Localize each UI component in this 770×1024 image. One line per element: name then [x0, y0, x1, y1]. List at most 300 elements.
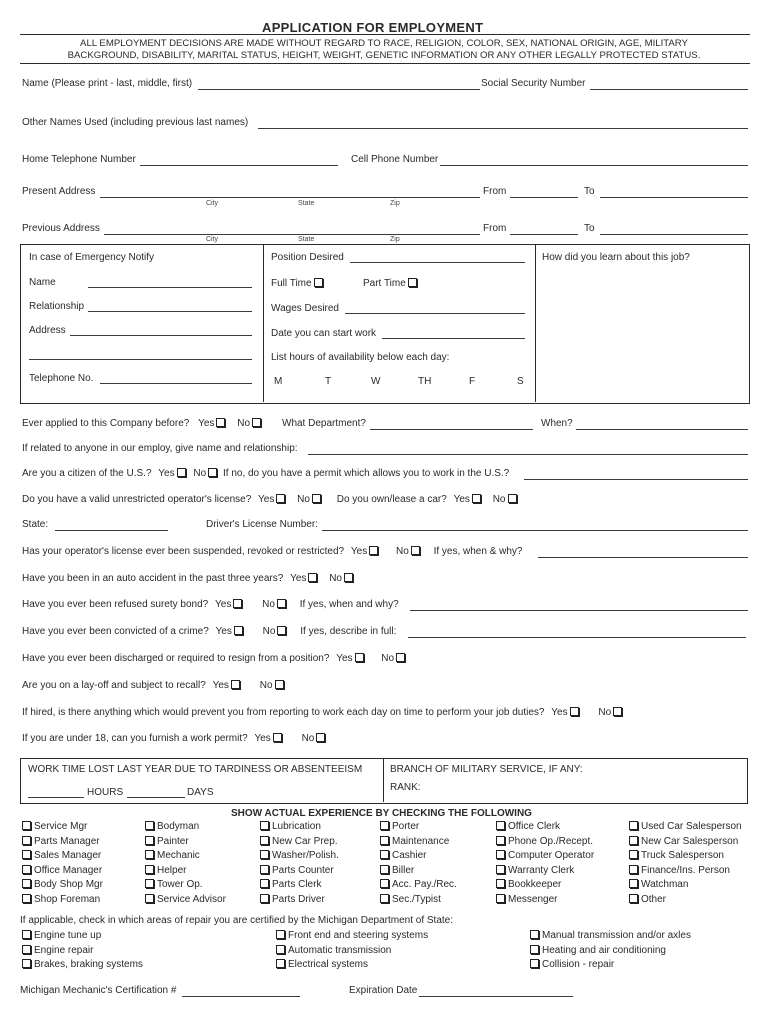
layoff-no-checkbox[interactable]: [275, 680, 284, 689]
experience-option[interactable]: [378, 836, 449, 848]
experience-checkbox[interactable]: [145, 850, 154, 859]
dl-number-field[interactable]: [322, 530, 748, 531]
under18-no-checkbox[interactable]: [316, 733, 325, 742]
certification-checkbox[interactable]: [276, 945, 285, 954]
experience-option-label: Warranty Clerk: [508, 864, 575, 876]
previous-state-caption: State: [298, 236, 315, 243]
under18-yes-checkbox[interactable]: [273, 733, 282, 742]
start-date-field[interactable]: [382, 338, 525, 339]
experience-option[interactable]: [258, 836, 338, 848]
cell-phone-field[interactable]: [440, 165, 748, 166]
experience-option[interactable]: [258, 865, 334, 877]
experience-option[interactable]: [258, 821, 321, 833]
certification-option-label: Automatic transmission: [288, 944, 392, 956]
military-label: BRANCH OF MILITARY SERVICE, IF ANY:: [390, 764, 583, 775]
dl-number-label: Driver's License Number:: [206, 519, 318, 530]
position-desired-label: Position Desired: [271, 252, 344, 263]
suspended-label: Has your operator's license ever been suspended, revoked or restricted?: [22, 546, 345, 557]
accident-no-label: No: [329, 573, 342, 584]
experience-option[interactable]: [494, 850, 594, 862]
what-department-field[interactable]: [370, 429, 533, 430]
present-address-label: Present Address: [22, 186, 96, 197]
notice-rule: [20, 63, 750, 64]
start-date-label: Date you can start work: [271, 328, 377, 339]
experience-option[interactable]: [494, 879, 561, 891]
discharged-no-label: No: [381, 653, 395, 664]
applied-no-checkbox[interactable]: [252, 418, 261, 427]
other-names-label: Other Names Used (including previous last names): [22, 117, 249, 128]
license-yes-label: Yes: [258, 494, 275, 505]
certification-checkbox[interactable]: [22, 930, 31, 939]
experience-option[interactable]: [258, 894, 325, 906]
surety-row: [22, 599, 399, 611]
day-thursday: TH: [418, 376, 432, 387]
certification-option[interactable]: [20, 945, 93, 957]
experience-checkbox[interactable]: [260, 865, 269, 874]
experience-option[interactable]: [258, 850, 339, 862]
surety-no-checkbox[interactable]: [277, 599, 286, 608]
emergency-address-field-2[interactable]: [29, 359, 252, 360]
experience-option[interactable]: [143, 894, 226, 906]
experience-option[interactable]: [494, 894, 557, 906]
applied-yes-checkbox[interactable]: [216, 418, 225, 427]
experience-option[interactable]: [627, 850, 724, 862]
car-no-label: No: [492, 494, 506, 505]
availability-label: List hours of availability below each day:: [271, 352, 450, 363]
suspended-row: [22, 546, 523, 558]
certification-option-label: Heating and air conditioning: [542, 944, 666, 956]
previous-from-label: From: [483, 223, 507, 234]
applied-no-label: No: [237, 418, 251, 429]
day-wednesday: W: [371, 376, 381, 387]
experience-option-label: Used Car Salesperson: [641, 821, 742, 832]
experience-checkbox[interactable]: [260, 821, 269, 830]
experience-checkbox[interactable]: [22, 836, 31, 845]
experience-checkbox[interactable]: [380, 879, 389, 888]
experience-option[interactable]: [378, 821, 419, 833]
layoff-no-label: No: [259, 680, 273, 691]
experience-option-label: Biller: [392, 864, 415, 876]
experience-option-label: Bookkeeper: [508, 879, 562, 891]
expiration-label: Expiration Date: [349, 985, 418, 996]
prevent-label: If hired, is there anything which would prevent you from reporting to work each day on time to perform your job duties?: [22, 707, 545, 718]
citizen-yes-checkbox[interactable]: [177, 468, 186, 477]
other-names-field[interactable]: [258, 128, 748, 129]
full-time-label: Full Time: [271, 278, 312, 289]
experience-option-label: Shop Foreman: [34, 894, 101, 905]
citizen-no-label: No: [193, 468, 207, 479]
prevent-no-checkbox[interactable]: [613, 707, 622, 716]
car-yes-label: Yes: [453, 494, 470, 505]
experience-checkbox[interactable]: [22, 879, 31, 888]
emergency-name-field[interactable]: [88, 287, 252, 288]
under18-label: If you are under 18, can you furnish a work permit?: [22, 733, 248, 744]
experience-checkbox[interactable]: [496, 879, 505, 888]
applied-before-label: Ever applied to this Company before?: [22, 418, 190, 429]
experience-option[interactable]: [378, 865, 414, 877]
suspended-when-label: If yes, when & why?: [433, 546, 523, 557]
cell-phone-label: Cell Phone Number: [351, 154, 439, 165]
what-department-label: What Department?: [282, 418, 366, 429]
day-monday: M: [274, 376, 283, 387]
experience-option[interactable]: [627, 836, 738, 848]
home-phone-field[interactable]: [140, 165, 338, 166]
certification-checkbox[interactable]: [530, 945, 539, 954]
experience-option-label: Computer Operator: [508, 850, 595, 862]
present-to-label: To: [584, 186, 595, 197]
experience-option[interactable]: [20, 836, 100, 848]
expiration-field[interactable]: [419, 996, 573, 997]
previous-to-field[interactable]: [600, 234, 748, 235]
experience-option[interactable]: [20, 865, 102, 877]
previous-zip-caption: Zip: [390, 236, 400, 243]
surety-yes-checkbox[interactable]: [233, 599, 242, 608]
part-time-option[interactable]: [363, 278, 420, 290]
surety-no-label: No: [262, 599, 275, 610]
experience-option-label: Acc. Pay./Rec.: [392, 879, 457, 891]
crime-label: Have you ever been convicted of a crime?: [22, 626, 209, 637]
experience-option[interactable]: [378, 879, 457, 891]
certification-checkbox[interactable]: [530, 930, 539, 939]
layoff-yes-label: Yes: [212, 680, 229, 691]
accident-no-checkbox[interactable]: [344, 573, 353, 582]
certification-option-label: Brakes, braking systems: [34, 959, 143, 970]
experience-option[interactable]: [378, 894, 441, 906]
license-no-checkbox[interactable]: [312, 494, 321, 503]
notice-line-2: BACKGROUND, DISABILITY, MARITAL STATUS, HEIGHT, WEIGHT, GENETIC INFORMATION OR ANY OTHER LEGALLY PROTECTED STATUS.: [67, 50, 701, 61]
certification-option-label: Engine tune up: [34, 930, 102, 941]
experience-option-label: Truck Salesperson: [641, 850, 724, 862]
experience-option[interactable]: [494, 836, 593, 848]
suspended-when-field[interactable]: [538, 557, 748, 558]
title-rule: [20, 34, 750, 35]
experience-option[interactable]: [143, 836, 189, 848]
certification-checkbox[interactable]: [22, 945, 31, 954]
certification-option-label: Engine repair: [34, 944, 94, 956]
accident-label: Have you been in an auto accident in the past three years?: [22, 573, 284, 584]
experience-checkbox[interactable]: [260, 879, 269, 888]
experience-option[interactable]: [258, 879, 321, 891]
experience-option-label: Parts Counter: [272, 864, 334, 876]
experience-option[interactable]: [143, 821, 199, 833]
experience-checkbox[interactable]: [260, 850, 269, 859]
experience-option-label: Watchman: [641, 879, 689, 891]
box-divider-2: [535, 244, 536, 402]
accident-yes-checkbox[interactable]: [308, 573, 317, 582]
experience-option-label: Office Manager: [34, 864, 103, 876]
applied-before-row: [22, 418, 264, 430]
when-label: When?: [541, 418, 573, 429]
present-from-label: From: [483, 186, 507, 197]
part-time-label: Part Time: [363, 278, 406, 289]
citizen-label: Are you a citizen of the U.S.?: [22, 468, 152, 479]
surety-when-label: If yes, when and why?: [299, 599, 399, 610]
experience-option-label: Parts Driver: [272, 894, 325, 905]
discharged-yes-checkbox[interactable]: [355, 653, 364, 662]
present-zip-caption: Zip: [390, 200, 400, 207]
experience-option-label: Finance/Ins. Person: [641, 864, 730, 876]
experience-checkbox[interactable]: [260, 894, 269, 903]
experience-option[interactable]: [494, 821, 560, 833]
certification-option[interactable]: [274, 930, 428, 942]
present-city-caption: City: [206, 200, 219, 207]
accident-yes-label: Yes: [290, 573, 307, 584]
car-no-checkbox[interactable]: [508, 494, 517, 503]
prevent-no-label: No: [598, 707, 612, 718]
experience-checkbox[interactable]: [496, 894, 505, 903]
experience-checkbox[interactable]: [145, 894, 154, 903]
present-state-caption: State: [298, 200, 315, 207]
permit-label: If no, do you have a permit which allows you to work in the U.S.?: [222, 468, 510, 479]
experience-checkbox[interactable]: [260, 836, 269, 845]
emergency-telephone-label: Telephone No.: [29, 373, 94, 384]
experience-option-label: Lubrication: [272, 821, 321, 832]
experience-checkbox[interactable]: [22, 894, 31, 903]
previous-address-label: Previous Address: [22, 223, 100, 234]
rank-label: RANK:: [390, 782, 421, 793]
experience-option[interactable]: [378, 850, 426, 862]
emergency-address-label: Address: [29, 325, 66, 336]
certification-checkbox[interactable]: [530, 959, 539, 968]
experience-checkbox[interactable]: [629, 836, 638, 845]
previous-address-field[interactable]: [104, 234, 480, 235]
name-field[interactable]: [198, 89, 480, 90]
wages-desired-field[interactable]: [345, 313, 525, 314]
cert-number-label: Michigan Mechanic's Certification #: [20, 985, 177, 996]
experience-option-label: Phone Op./Recept.: [508, 835, 594, 847]
under18-no-label: No: [301, 733, 315, 744]
experience-checkbox[interactable]: [145, 821, 154, 830]
experience-option-label: Tower Op.: [157, 879, 203, 891]
experience-option-label: Sales Manager: [34, 850, 102, 862]
experience-checkbox[interactable]: [380, 836, 389, 845]
ssn-label: Social Security Number: [481, 78, 586, 89]
experience-checkbox[interactable]: [22, 850, 31, 859]
wages-desired-label: Wages Desired: [271, 303, 339, 314]
permit-field[interactable]: [524, 479, 748, 480]
emergency-address-field[interactable]: [70, 335, 252, 336]
ssn-field[interactable]: [590, 89, 748, 90]
discharged-row: [22, 653, 408, 665]
emergency-relationship-field[interactable]: [88, 311, 252, 312]
box-divider-1: [263, 244, 264, 402]
experience-option-label: Parts Manager: [34, 835, 100, 847]
experience-option-label: Service Advisor: [157, 894, 226, 905]
citizen-yes-label: Yes: [158, 468, 175, 479]
days-field[interactable]: [127, 797, 185, 798]
crime-describe-label: If yes, describe in full:: [300, 626, 397, 637]
certification-option-label: Front end and steering systems: [288, 930, 429, 941]
experience-option-label: Service Mgr: [34, 821, 88, 832]
crime-no-checkbox[interactable]: [277, 626, 286, 635]
emergency-name-label: Name: [29, 277, 56, 288]
experience-option[interactable]: [143, 850, 200, 862]
related-label: If related to anyone in our employ, give name and relationship:: [22, 443, 298, 454]
learn-about-job-label: How did you learn about this job?: [542, 252, 690, 263]
experience-option-label: Messenger: [508, 894, 558, 905]
experience-checkbox[interactable]: [496, 821, 505, 830]
previous-city-caption: City: [206, 236, 219, 243]
suspended-no-label: No: [395, 546, 409, 557]
car-yes-checkbox[interactable]: [472, 494, 481, 503]
experience-option[interactable]: [20, 821, 87, 833]
suspended-yes-label: Yes: [350, 546, 368, 557]
experience-option[interactable]: [20, 850, 101, 862]
experience-checkbox[interactable]: [380, 821, 389, 830]
day-tuesday: T: [325, 376, 332, 387]
experience-checkbox[interactable]: [145, 879, 154, 888]
experience-option[interactable]: [143, 879, 203, 891]
license-yes-checkbox[interactable]: [276, 494, 285, 503]
learn-about-job-field[interactable]: [540, 268, 744, 396]
experience-checkbox[interactable]: [22, 865, 31, 874]
experience-checkbox[interactable]: [629, 894, 638, 903]
accident-row: [22, 573, 356, 585]
form-title: APPLICATION FOR EMPLOYMENT: [262, 20, 484, 35]
experience-option-label: Other: [641, 894, 667, 905]
surety-label: Have you ever been refused surety bond?: [22, 599, 209, 610]
under18-row: [22, 733, 328, 745]
work-time-divider: [383, 758, 384, 802]
full-time-checkbox[interactable]: [314, 278, 323, 287]
certification-option-label: Manual transmission and/or axles: [542, 930, 691, 941]
full-time-option[interactable]: [271, 278, 326, 290]
related-field[interactable]: [308, 454, 748, 455]
cert-number-field[interactable]: [182, 996, 300, 997]
experience-option[interactable]: [627, 865, 730, 877]
certification-option[interactable]: [20, 930, 101, 942]
experience-checkbox[interactable]: [629, 850, 638, 859]
crime-yes-checkbox[interactable]: [234, 626, 243, 635]
notice-line-1: ALL EMPLOYMENT DECISIONS ARE MADE WITHOUT REGARD TO RACE, RELIGION, COLOR, SEX, NATIONAL ORIGIN, AGE, MILITARY: [80, 38, 688, 49]
experience-option[interactable]: [627, 894, 666, 906]
previous-to-label: To: [584, 223, 595, 234]
surety-when-field[interactable]: [410, 610, 748, 611]
experience-option-label: Helper: [157, 864, 187, 876]
suspended-yes-checkbox[interactable]: [369, 546, 378, 555]
position-desired-field[interactable]: [350, 262, 525, 263]
license-no-label: No: [297, 494, 310, 505]
experience-option[interactable]: [20, 879, 103, 891]
experience-option-label: Parts Clerk: [272, 879, 322, 891]
experience-option-label: Office Clerk: [508, 821, 561, 832]
certification-option-label: Collision - repair: [542, 959, 615, 970]
certification-option-label: Electrical systems: [288, 959, 369, 970]
experience-checkbox[interactable]: [629, 865, 638, 874]
day-saturday: S: [517, 376, 524, 387]
days-label: DAYS: [187, 787, 214, 798]
present-address-field[interactable]: [100, 197, 480, 198]
experience-checkbox[interactable]: [496, 836, 505, 845]
prevent-row: [22, 707, 625, 719]
experience-option[interactable]: [20, 894, 100, 906]
experience-checkbox[interactable]: [496, 865, 505, 874]
experience-option-label: Body Shop Mgr: [34, 879, 103, 891]
experience-checkbox[interactable]: [629, 879, 638, 888]
certification-option[interactable]: [274, 945, 391, 957]
certification-checkbox[interactable]: [22, 959, 31, 968]
experience-option[interactable]: [143, 865, 186, 877]
certification-checkbox[interactable]: [276, 959, 285, 968]
certification-option[interactable]: [528, 959, 614, 971]
surety-yes-label: Yes: [215, 599, 232, 610]
suspended-no-checkbox[interactable]: [411, 546, 420, 555]
discharged-no-checkbox[interactable]: [396, 653, 405, 662]
citizen-row: [22, 468, 509, 480]
state-label: State:: [22, 519, 49, 530]
experience-checkbox[interactable]: [22, 821, 31, 830]
experience-option-label: Mechanic: [157, 850, 200, 862]
prevent-yes-checkbox[interactable]: [570, 707, 579, 716]
certification-option[interactable]: [274, 959, 368, 971]
license-row: [22, 494, 520, 506]
certification-option[interactable]: [528, 945, 666, 957]
discharged-yes-label: Yes: [336, 653, 353, 664]
prevent-yes-label: Yes: [551, 707, 568, 718]
state-field[interactable]: [55, 530, 168, 531]
experience-option-label: New Car Prep.: [272, 835, 338, 847]
discharged-label: Have you ever been discharged or required to resign from a position?: [22, 653, 330, 664]
crime-row: [22, 626, 396, 638]
crime-yes-label: Yes: [215, 626, 232, 637]
experience-checkbox[interactable]: [145, 836, 154, 845]
under18-yes-label: Yes: [254, 733, 271, 744]
experience-option[interactable]: [494, 865, 574, 877]
certification-heading: If applicable, check in which areas of repair you are certified by the Michigan Department of State:: [20, 915, 454, 926]
experience-option[interactable]: [627, 821, 742, 833]
experience-checkbox[interactable]: [496, 850, 505, 859]
car-label: Do you own/lease a car?: [336, 494, 447, 505]
hours-field[interactable]: [28, 797, 84, 798]
experience-option-label: Washer/Polish.: [272, 850, 339, 862]
crime-describe-field[interactable]: [408, 637, 746, 638]
experience-option-label: Maintenance: [392, 835, 450, 847]
experience-checkbox[interactable]: [380, 865, 389, 874]
certification-checkbox[interactable]: [276, 930, 285, 939]
experience-checkbox[interactable]: [145, 865, 154, 874]
part-time-checkbox[interactable]: [408, 278, 417, 287]
day-friday: F: [469, 376, 476, 387]
experience-checkbox[interactable]: [380, 894, 389, 903]
experience-option-label: Painter: [157, 835, 189, 847]
experience-option-label: New Car Salesperson: [641, 835, 739, 847]
citizen-no-checkbox[interactable]: [208, 468, 217, 477]
when-field[interactable]: [576, 429, 748, 430]
applied-yes-label: Yes: [198, 418, 215, 429]
name-label: Name (Please print - last, middle, first): [22, 78, 193, 89]
experience-option-label: Porter: [392, 821, 420, 832]
layoff-yes-checkbox[interactable]: [231, 680, 240, 689]
experience-checkbox[interactable]: [629, 821, 638, 830]
certification-option[interactable]: [20, 959, 143, 971]
present-to-field[interactable]: [600, 197, 748, 198]
experience-option[interactable]: [627, 879, 688, 891]
layoff-row: [22, 680, 287, 692]
emergency-telephone-field[interactable]: [100, 383, 252, 384]
experience-checkbox[interactable]: [380, 850, 389, 859]
layoff-label: Are you on a lay-off and subject to recall?: [22, 680, 206, 691]
experience-option-label: Sec./Typist: [392, 894, 441, 905]
emergency-heading: In case of Emergency Notify: [29, 252, 155, 263]
emergency-relationship-label: Relationship: [29, 301, 85, 312]
experience-option-label: Cashier: [392, 850, 427, 862]
previous-from-field[interactable]: [510, 234, 578, 235]
license-label: Do you have a valid unrestricted operator's license?: [22, 494, 252, 505]
certification-option[interactable]: [528, 930, 691, 942]
present-from-field[interactable]: [510, 197, 578, 198]
work-time-heading: WORK TIME LOST LAST YEAR DUE TO TARDINESS OR ABSENTEEISM: [28, 764, 363, 775]
experience-option-label: Bodyman: [157, 821, 200, 832]
